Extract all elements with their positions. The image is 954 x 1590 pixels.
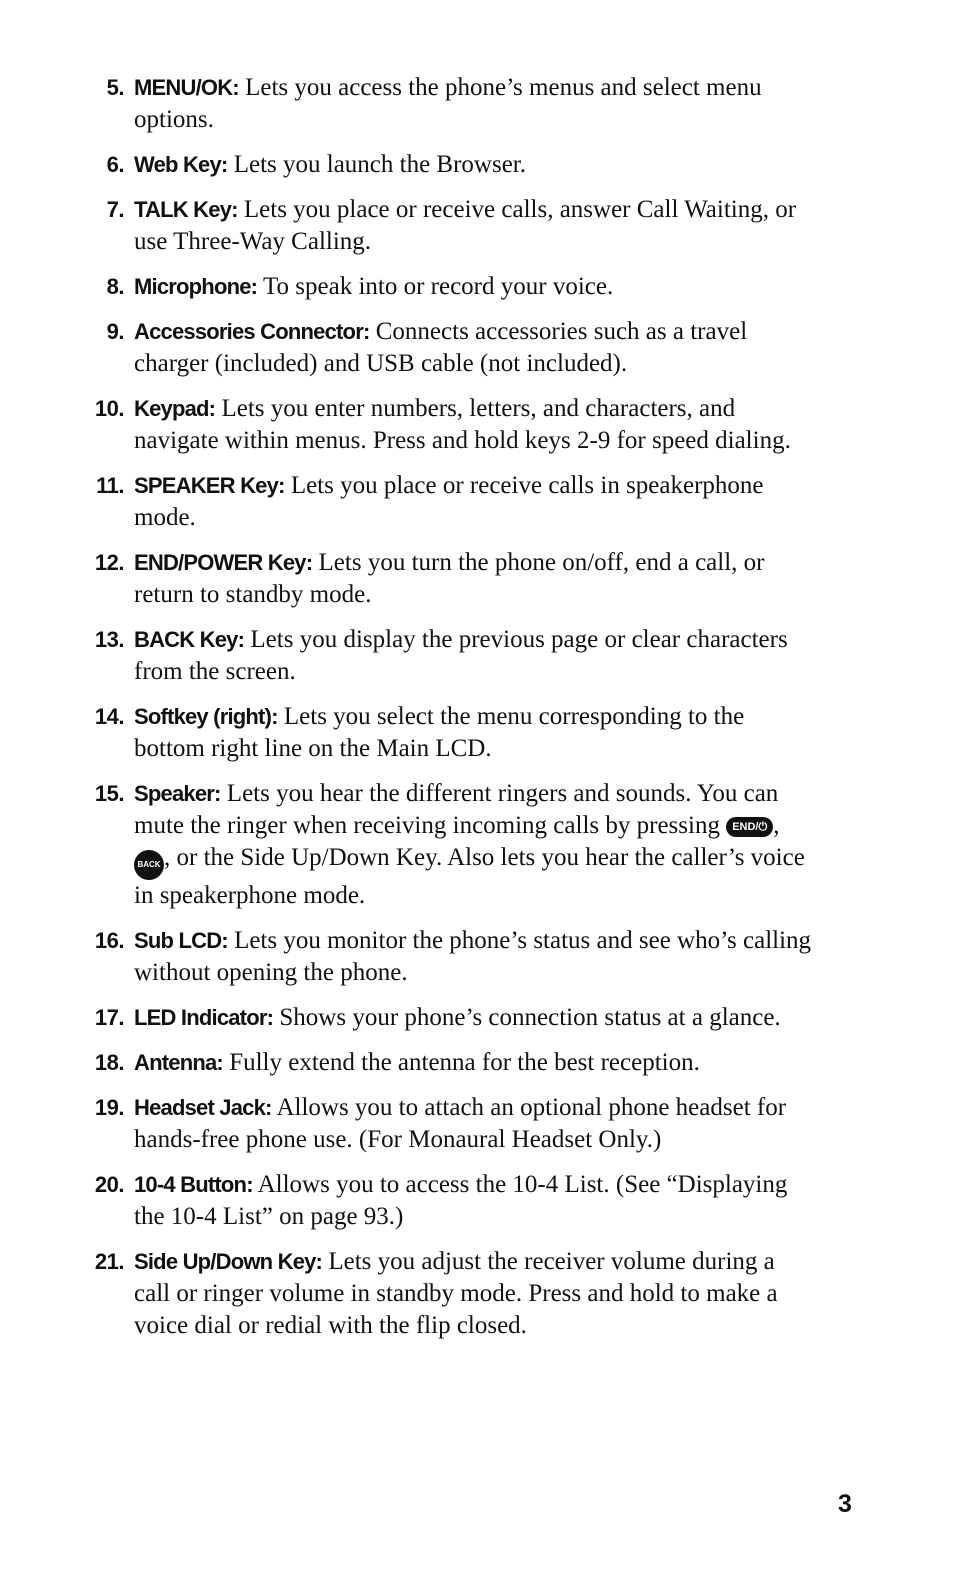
item-term: Antenna:: [134, 1050, 223, 1075]
item-number: 15.: [94, 781, 124, 806]
item-term: Softkey (right):: [134, 704, 278, 729]
item-number: 19.: [94, 1095, 124, 1120]
separator-text: ,: [773, 812, 780, 839]
list-item-keypad: [0, 393, 814, 457]
item-description: Shows your phone’s connection status at a glance.: [273, 1004, 781, 1031]
item-number: 16.: [94, 928, 124, 953]
item-term: Accessories Connector:: [134, 319, 370, 344]
item-description: Lets you display the previous page or clear characters from the screen.: [134, 626, 788, 685]
list-item-microphone: [0, 271, 814, 303]
list-item-led-indicator: [0, 1002, 814, 1034]
item-description: Lets you access the phone’s menus and select menu options.: [134, 74, 762, 133]
item-term: MENU/OK:: [134, 75, 239, 100]
item-description: Lets you select the menu corresponding to the bottom right line on the Main LCD.: [134, 703, 745, 762]
item-description: Connects accessories such as a travel charger (included) and USB cable (not included).: [134, 318, 748, 377]
item-number: 20.: [94, 1172, 124, 1197]
item-number: 12.: [94, 550, 124, 575]
item-term: Keypad:: [134, 396, 216, 421]
list-item-talk-key: [0, 194, 814, 258]
item-term: TALK Key:: [134, 197, 238, 222]
item-term: LED Indicator:: [134, 1005, 274, 1030]
end-power-key-icon: END/⏻: [726, 817, 773, 837]
item-description: Lets you adjust the receiver volume during a call or ringer volume in standby mode. Press and hold to make a voice dial or redial with the flip closed.: [134, 1248, 778, 1339]
item-description: Lets you place or receive calls, answer Call Waiting, or use Three-Way Calling.: [134, 196, 797, 255]
item-description: Lets you hear the different ringers and sounds. You can mute the ringer when receiving incoming calls by pressing: [134, 780, 779, 839]
item-description: Lets you launch the Browser.: [227, 151, 527, 178]
list-item-headset-jack: [0, 1092, 814, 1156]
item-number: 18.: [94, 1050, 124, 1075]
list-item-speaker: [0, 778, 814, 912]
item-description: Lets you enter numbers, letters, and characters, and navigate within menus. Press and hold keys 2-9 for speed dialing.: [134, 395, 791, 454]
list-item-sub-lcd: [0, 925, 814, 989]
item-term: Web Key:: [134, 152, 228, 177]
item-description: Allows you to access the 10-4 List. (See “Displaying the 10-4 List” on page 93.): [134, 1171, 788, 1230]
item-number: 21.: [94, 1249, 124, 1274]
item-number: 10.: [94, 396, 124, 421]
list-item-side-up-down-key: [0, 1246, 814, 1342]
item-term: 10-4 Button:: [134, 1172, 253, 1197]
item-description: Lets you turn the phone on/off, end a call, or return to standby mode.: [134, 549, 765, 608]
list-item-accessories-connector: [0, 316, 814, 380]
item-term: Speaker:: [134, 781, 221, 806]
item-term: Microphone:: [134, 274, 258, 299]
item-number: 17.: [94, 1005, 124, 1030]
item-description: Fully extend the antenna for the best reception.: [222, 1049, 700, 1076]
item-term: BACK Key:: [134, 627, 245, 652]
list-item-menu-ok: [0, 72, 814, 136]
item-term: Sub LCD:: [134, 928, 228, 953]
item-number: 11.: [96, 473, 124, 498]
item-number: 6.: [106, 152, 124, 177]
list-item-speaker-key: [0, 470, 814, 534]
list-item-end-power-key: [0, 547, 814, 611]
item-description: Lets you monitor the phone’s status and see who’s calling without opening the phone.: [134, 927, 812, 986]
list-item-10-4-button: [0, 1169, 814, 1233]
item-term: Headset Jack:: [134, 1095, 272, 1120]
item-term: SPEAKER Key:: [134, 473, 285, 498]
page-number: 3: [838, 1490, 852, 1518]
item-number: 9.: [106, 319, 124, 344]
list-item-antenna: [0, 1047, 814, 1079]
item-description: Lets you place or receive calls in speakerphone mode.: [134, 472, 764, 531]
item-term: END/POWER Key:: [134, 550, 313, 575]
item-number: 8.: [106, 274, 124, 299]
item-number: 13.: [94, 627, 124, 652]
item-description-continued: , or the Side Up/Down Key. Also lets you hear the caller’s voice in speakerphone mode.: [134, 844, 805, 909]
item-number: 14.: [94, 704, 124, 729]
item-description: To speak into or record your voice.: [257, 273, 614, 300]
list-item-web-key: [0, 149, 814, 181]
list-item-back-key: [0, 624, 814, 688]
item-number: 5.: [106, 75, 124, 100]
item-number: 7.: [106, 197, 124, 222]
item-term: Side Up/Down Key:: [134, 1249, 323, 1274]
list-item-softkey-right: [0, 701, 814, 765]
key-description-list: [0, 72, 954, 1355]
back-key-icon: BACK: [134, 850, 164, 880]
item-description: Allows you to attach an optional phone headset for hands-free phone use. (For Monaural Headset Only.): [134, 1094, 787, 1153]
